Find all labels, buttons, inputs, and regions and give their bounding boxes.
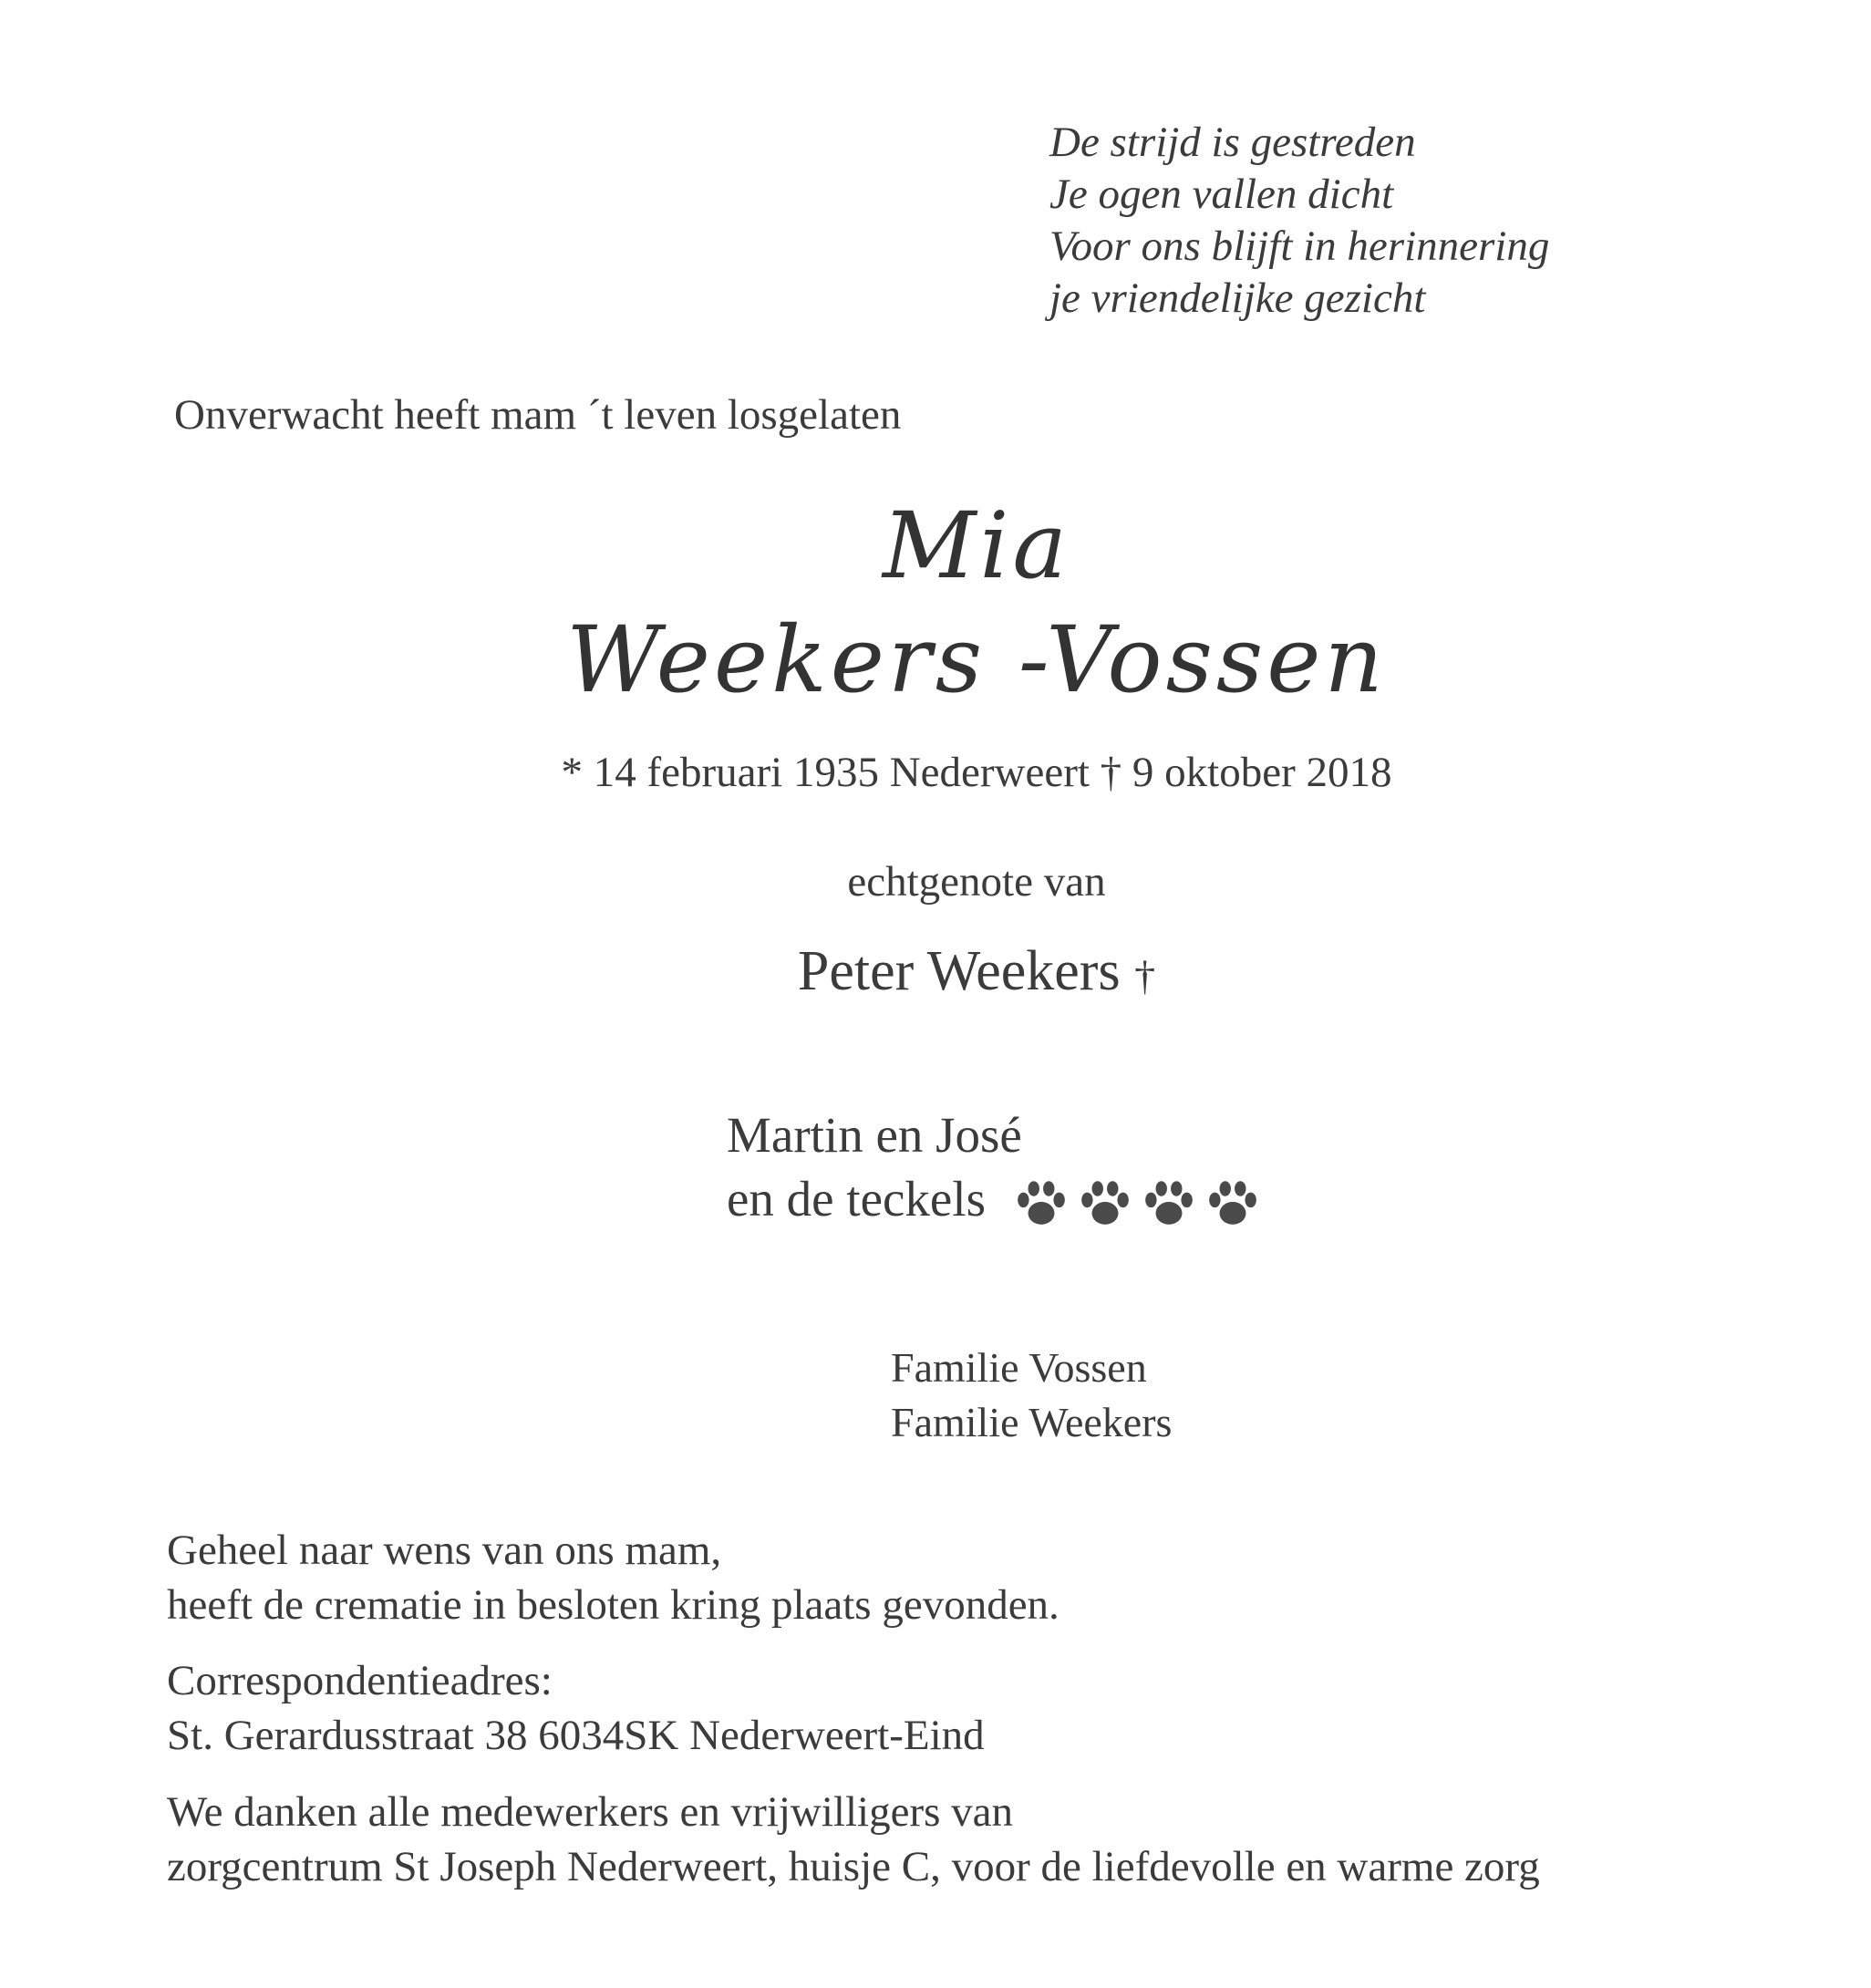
poem-line-3: Voor ons blijft in herinnering bbox=[1049, 223, 1550, 270]
spouse-label: echtgenote van bbox=[847, 858, 1106, 906]
cremation-line-1: Geheel naar wens van ons mam, bbox=[167, 1527, 722, 1574]
address-line: St. Gerardusstraat 38 6034SK Nederweert-Eind bbox=[167, 1712, 985, 1759]
family-2: Familie Weekers bbox=[891, 1399, 1173, 1445]
spouse-name: Peter Weekers bbox=[797, 940, 1121, 1002]
thanks-notice bbox=[167, 1785, 1540, 1894]
intro-text: Onverwacht heeft mam ´t leven losgelaten bbox=[174, 391, 902, 439]
poem-line-2: Je ogen vallen dicht bbox=[1049, 171, 1394, 218]
cremation-line-2: heeft de crematie in besloten kring plaats gevonden. bbox=[167, 1581, 1060, 1629]
cross-symbol: † bbox=[1134, 952, 1156, 999]
life-dates: * 14 februari 1935 Nederweert † 9 oktober 2018 bbox=[561, 749, 1392, 796]
deceased-last-name: Weekers -Vossen bbox=[566, 606, 1387, 713]
poem bbox=[1049, 117, 1549, 325]
paw-icon bbox=[1013, 1177, 1070, 1230]
children-line-2 bbox=[727, 1167, 1261, 1231]
spouse-name-line bbox=[41, 939, 1871, 1004]
poem-line-4: je vriendelijke gezicht bbox=[1049, 274, 1426, 322]
cremation-notice bbox=[167, 1523, 1060, 1632]
poem-line-1: De strijd is gestreden bbox=[1049, 119, 1416, 166]
paw-icon bbox=[1141, 1177, 1197, 1230]
family-1: Familie Vossen bbox=[891, 1344, 1147, 1391]
children-line-1: Martin en José bbox=[727, 1107, 1022, 1163]
deceased-first-name: Mia bbox=[883, 492, 1070, 599]
thanks-line-2: zorgcentrum St Joseph Nederweert, huisje C, voor de liefdevolle en warme zorg bbox=[167, 1843, 1540, 1890]
paw-prints bbox=[1013, 1177, 1261, 1230]
correspondence-address bbox=[167, 1653, 985, 1763]
children bbox=[727, 1103, 1261, 1231]
address-label: Correspondentieadres: bbox=[167, 1657, 553, 1704]
families bbox=[891, 1341, 1172, 1450]
children-line-2-text: en de teckels bbox=[727, 1171, 987, 1227]
paw-icon bbox=[1204, 1177, 1261, 1230]
paw-icon bbox=[1077, 1177, 1133, 1230]
thanks-line-1: We danken alle medewerkers en vrijwilligers van bbox=[167, 1788, 1014, 1836]
